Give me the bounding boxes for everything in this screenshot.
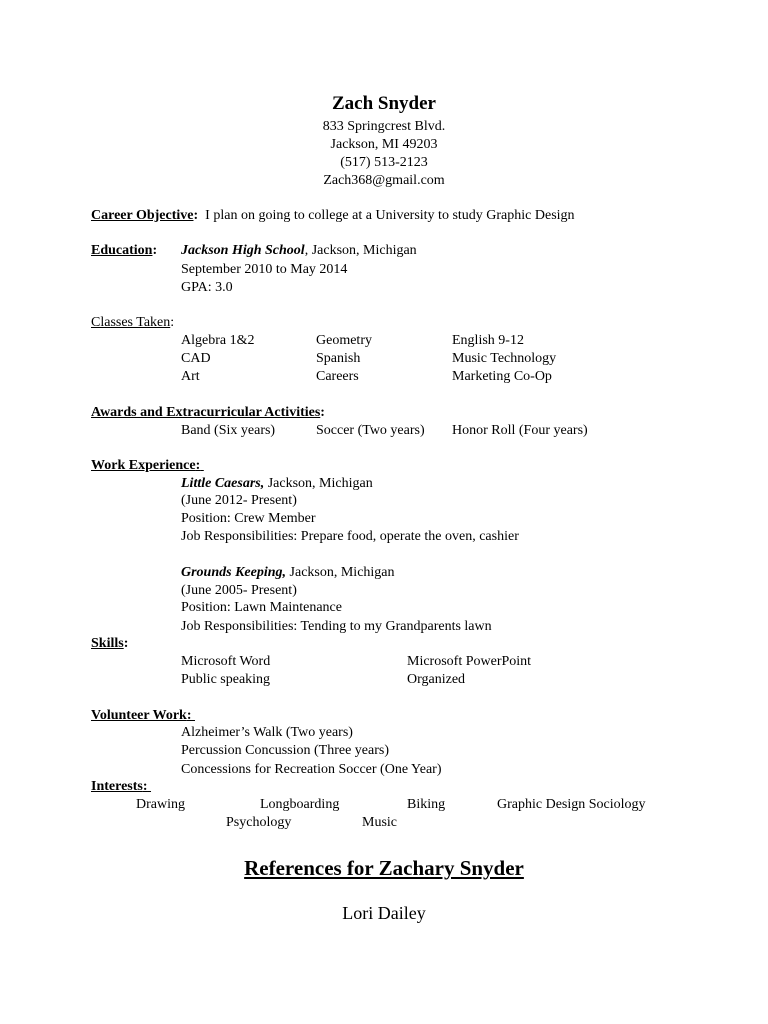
interest-item: Graphic Design Sociology xyxy=(497,797,646,812)
career-objective-text: I plan on going to college at a University to study Graphic Design xyxy=(205,208,575,223)
resume-name: Zach Snyder xyxy=(332,93,436,114)
education-label: Education xyxy=(91,243,153,258)
education-gpa: GPA: 3.0 xyxy=(181,280,233,295)
skills-label: Skills xyxy=(91,636,124,651)
class-item: Geometry xyxy=(316,333,372,348)
job-location: Jackson, Michigan xyxy=(264,476,373,491)
address-line-1: 833 Springcrest Blvd. xyxy=(322,119,446,134)
education-dates: September 2010 to May 2014 xyxy=(181,262,348,277)
class-item: English 9-12 xyxy=(452,333,524,348)
phone-number: (517) 513-2123 xyxy=(340,155,428,170)
classes-label: Classes Taken xyxy=(91,315,171,330)
interests-label: Interests xyxy=(91,779,143,794)
school-location: , Jackson, Michigan xyxy=(304,243,417,258)
award-item: Band (Six years) xyxy=(181,423,276,438)
job-dates: (June 2012- Present) xyxy=(181,493,297,508)
job-employer-line xyxy=(181,475,373,493)
award-item: Honor Roll (Four years) xyxy=(452,423,588,438)
job-employer: Little Caesars, xyxy=(181,476,265,491)
job-position: Position: Lawn Maintenance xyxy=(181,600,342,615)
class-item: Marketing Co-Op xyxy=(452,369,552,384)
class-item: Careers xyxy=(316,369,359,384)
skill-item: Organized xyxy=(407,672,466,687)
references-title: References for Zachary Snyder xyxy=(244,856,524,880)
volunteer-label: Volunteer Work xyxy=(91,708,187,723)
classes-colon: : xyxy=(170,315,175,330)
address-line-2: Jackson, MI 49203 xyxy=(330,137,438,152)
job-responsibilities: Job Responsibilities: Tending to my Grandparents lawn xyxy=(181,619,492,634)
work-heading xyxy=(91,457,204,475)
class-item: Music Technology xyxy=(452,351,557,366)
skills-heading xyxy=(91,635,128,653)
volunteer-item: Alzheimer’s Walk (Two years) xyxy=(181,725,353,740)
education-school xyxy=(181,242,417,260)
work-label: Work Experience xyxy=(91,458,196,473)
education-heading xyxy=(91,242,157,260)
school-name: Jackson High School xyxy=(181,243,305,258)
interest-item: Longboarding xyxy=(260,797,340,812)
volunteer-item: Percussion Concussion (Three years) xyxy=(181,743,390,758)
volunteer-heading xyxy=(91,707,195,725)
class-item: Algebra 1&2 xyxy=(181,333,255,348)
work-colon: : xyxy=(195,458,201,473)
interest-item: Drawing xyxy=(136,797,185,812)
interests-heading xyxy=(91,778,151,796)
volunteer-colon: : xyxy=(186,708,192,723)
awards-label: Awards and Extracurricular Activities xyxy=(91,405,321,420)
award-item: Soccer (Two years) xyxy=(316,423,425,438)
skill-item: Microsoft PowerPoint xyxy=(407,654,532,669)
awards-colon: : xyxy=(320,405,325,420)
job-employer-line xyxy=(181,564,395,582)
interest-item: Music xyxy=(362,815,397,830)
skill-item: Microsoft Word xyxy=(181,654,271,669)
career-objective-label: Career Objective xyxy=(91,208,194,223)
job-location: Jackson, Michigan xyxy=(286,565,395,580)
job-position: Position: Crew Member xyxy=(181,511,316,526)
reference-name: Lori Dailey xyxy=(342,903,426,923)
class-item: CAD xyxy=(181,351,211,366)
job-dates: (June 2005- Present) xyxy=(181,583,297,598)
job-employer: Grounds Keeping, xyxy=(181,565,287,580)
education-colon: : xyxy=(152,243,158,258)
job-responsibilities: Job Responsibilities: Prepare food, operate the oven, cashier xyxy=(181,529,519,544)
classes-heading xyxy=(91,314,174,332)
interest-item: Biking xyxy=(407,797,446,812)
class-item: Spanish xyxy=(316,351,361,366)
volunteer-item: Concessions for Recreation Soccer (One Year) xyxy=(181,762,442,777)
interest-item: Psychology xyxy=(226,815,292,830)
class-item: Art xyxy=(181,369,200,384)
skills-colon: : xyxy=(123,636,129,651)
email-address: Zach368@gmail.com xyxy=(323,173,445,188)
skill-item: Public speaking xyxy=(181,672,271,687)
career-objective xyxy=(91,207,575,225)
career-objective-colon: : xyxy=(193,208,199,223)
interests-colon: : xyxy=(142,779,148,794)
awards-heading xyxy=(91,404,325,422)
